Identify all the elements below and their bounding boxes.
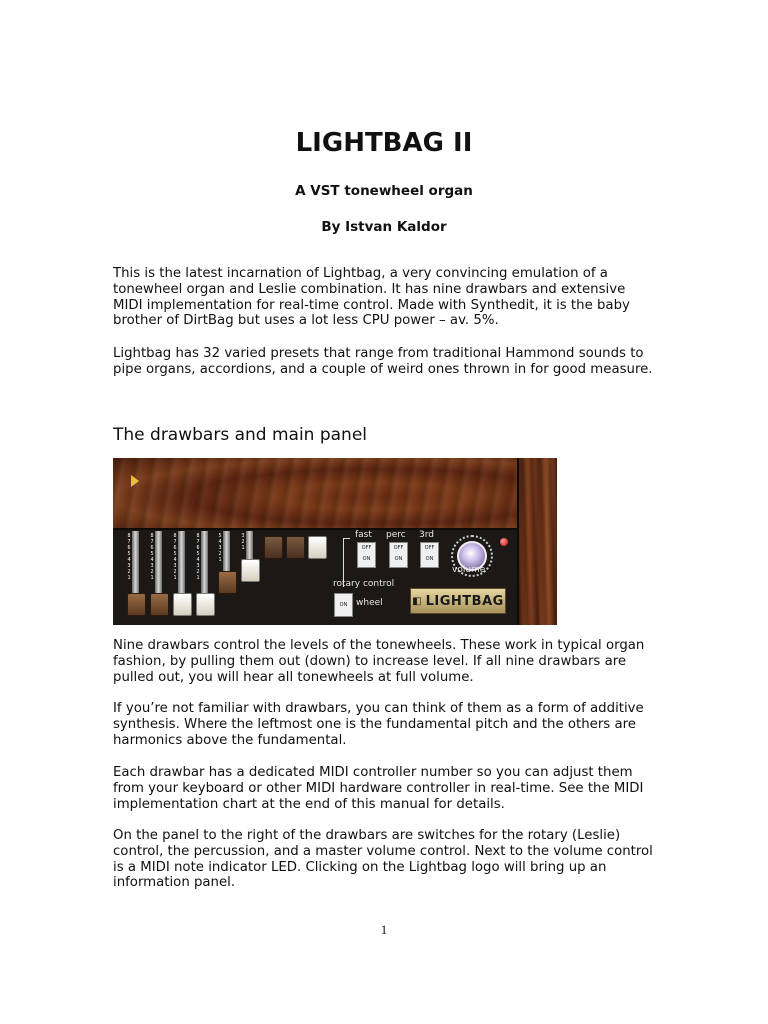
switch-on-label: ON xyxy=(425,556,434,562)
fast-label: fast xyxy=(355,530,372,540)
intro-paragraph-2: Lightbag has 32 varied presets that range from traditional Hammond sounds to pipe organs, accordions, and a couple of weird ones thrown in for good measure. xyxy=(113,346,653,377)
page-number: 1 xyxy=(380,922,388,937)
wood-header xyxy=(113,458,519,530)
document-subtitle: A VST tonewheel organ xyxy=(295,183,473,199)
intro-paragraph-1: This is the latest incarnation of Lightbag, a very convincing emulation of a tonewheel organ and Leslie combination. It has nine drawbars and extensive MIDI implementation for real-time control. Made with Synthedit, it is the baby brother of DirtBag but uses a lot less CPU power – av. 5%. xyxy=(113,266,630,329)
switch-on-label: ON xyxy=(394,556,403,562)
wheel-label: wheel xyxy=(356,598,383,608)
perc-switch[interactable] xyxy=(389,542,408,568)
organ-panel-image xyxy=(113,458,557,625)
rotary-control-label: rotary control xyxy=(333,579,395,589)
wood-side-panel xyxy=(517,458,557,625)
fast-switch[interactable] xyxy=(357,542,376,568)
switch-off-label: OFF xyxy=(424,545,435,551)
drawbar-scale: 87654321 xyxy=(127,533,131,581)
preset-arrow-icon[interactable] xyxy=(131,475,139,487)
volume-label: volume xyxy=(452,565,486,575)
lightbag-logo-button[interactable] xyxy=(410,588,506,614)
drawbar-scale: 87654321 xyxy=(196,533,200,581)
body-paragraph-2: If you’re not familiar with drawbars, you can think of them as a form of additive synthesis. Where the leftmost one is the fundamental pitch and the others are harmonics above the fundamental. xyxy=(113,701,644,748)
body-paragraph-1: Nine drawbars control the levels of the tonewheels. These work in typical organ fashion, by pulling them out (down) to increase level. If all nine drawbars are pulled out, you will hear all tonewheels at full volume. xyxy=(113,638,645,685)
switch-on-label: ON xyxy=(339,602,348,608)
speaker-icon: ◧ xyxy=(412,595,422,607)
document-title: LIGHTBAG II xyxy=(295,128,473,158)
switch-off-label: OFF xyxy=(361,545,372,551)
midi-led-indicator xyxy=(500,538,508,546)
body-paragraph-3: Each drawbar has a dedicated MIDI controller number so you can adjust them from your keyboard or other MIDI hardware controller in real-time. See the MIDI implementation chart at the end of this manual for details. xyxy=(113,765,644,812)
perc-label: perc xyxy=(386,530,406,540)
section-heading: The drawbars and main panel xyxy=(113,425,368,445)
wheel-switch[interactable] xyxy=(334,593,353,617)
switch-off-label: OFF xyxy=(393,545,404,551)
logo-text: LIGHTBAG xyxy=(425,593,504,609)
drawbar-scale: 87654321 xyxy=(150,533,154,581)
drawbar-scale: 87654321 xyxy=(173,533,177,581)
drawbar-scale: 54321 xyxy=(218,533,222,563)
third-switch[interactable] xyxy=(420,542,439,568)
drawbar-scale: 321 xyxy=(241,533,245,551)
document-author: By Istvan Kaldor xyxy=(321,219,447,235)
switch-on-label: ON xyxy=(362,556,371,562)
body-paragraph-4: On the panel to the right of the drawbars are switches for the rotary (Leslie) control, the percussion, and a master volume control. Next to the volume control is a MIDI note indicator LED. Clicking on the Lightbag logo will bring up an information panel. xyxy=(113,828,653,891)
third-label: 3rd xyxy=(419,530,434,540)
